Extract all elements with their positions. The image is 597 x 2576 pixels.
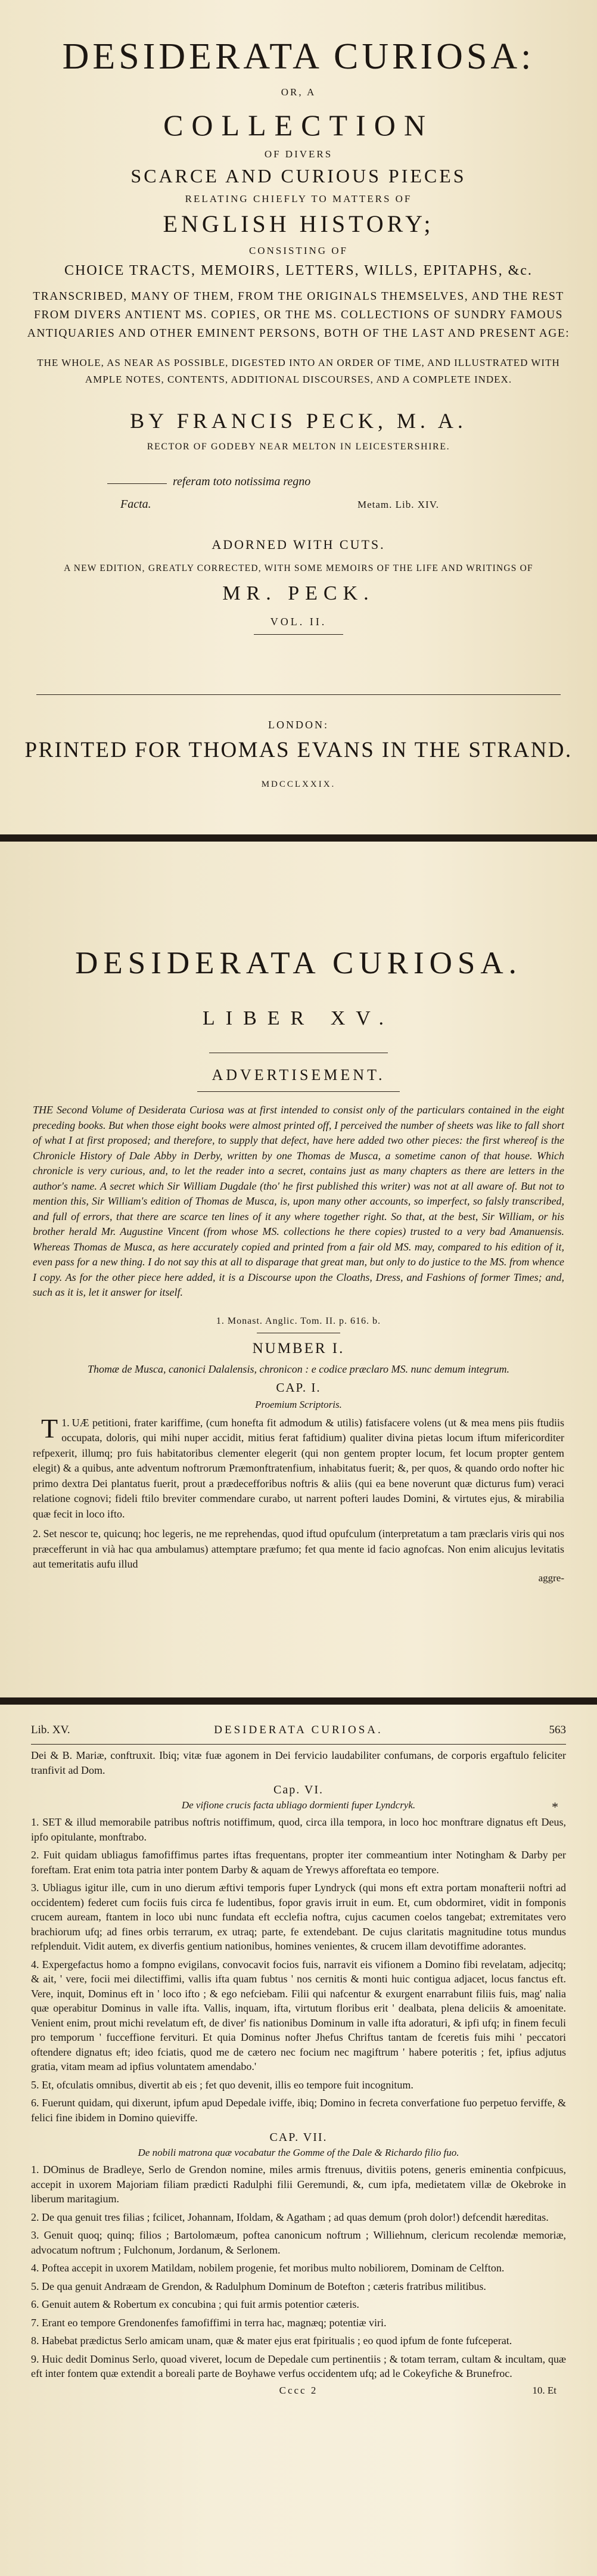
paragraph: 2. De qua genuit tres filias ; fcilicet, Johannam, Ifoldam, & Agatham ; ad quas demum (proh dolor!) defcendit hæreditas. xyxy=(31,2211,549,2223)
intro-paragraph: Dei & B. Mariæ, conftruxit. Ibiq; vitæ fuæ agonem in Dei fervicio laudabiliter confumans, de corporis ergaftulo feliciter tranfivit ad Dom. xyxy=(31,1749,566,1776)
running-head-title: DESIDERATA CURIOSA. xyxy=(214,1724,383,1736)
imprint-date: MDCCLXXIX. xyxy=(261,780,336,789)
chapter-vi-body xyxy=(31,1815,566,2125)
book-title: DESIDERATA CURIOSA: xyxy=(62,36,535,77)
page-gap xyxy=(0,1697,597,1705)
paragraph-1 xyxy=(33,1413,564,1522)
advertisement-heading: ADVERTISEMENT. xyxy=(212,1066,385,1084)
drop-cap: T xyxy=(41,1413,58,1444)
running-head-rule xyxy=(31,1744,566,1745)
paragraph: 6. Genuit autem & Robertum ex concubina ; qui fuit armis potentior cæteris. xyxy=(31,2298,359,2310)
paragraph: 1. SET & illud memorabile patribus noftris notiffimum, quod, circa illa tempora, in loco hoc monftrare dignatus eft Deus, ipfo opitulante, monftrabo. xyxy=(31,1816,566,1843)
chapter-vii-body xyxy=(31,2162,566,2381)
or-a-text: OR, A xyxy=(281,86,316,98)
scarce-heading: SCARCE AND CURIOUS PIECES xyxy=(130,165,467,187)
paragraph: 4. Expergefactus homo a fompno evigilans, convocavit focios fuis, narravit eis vifionem a Domino fibi revelatam, adjecitq; & ait, ' vere, focii mei dilectiffimi, vallis ifta quam fubtus ' nos cernitis & monti huic contigua adjacet, locus fanctus eft. Vere, inquit, Dominus eft in ' loco ifto ; & ego nefciebam. Filii qui nafcentur & exurgent enarrabunt filiis fuis, mag' nalia quæ operabitur Dominus in valle ifta. Vallis, inquam, ifta, virtutum floribus erit ' dealbata, plena deliciis & amoenitate. Venient enim, prout michi revelatum eft, de diver' fis nationibus Dominum in valle ifta adoraturi, & ipfi ufq; in finem feculi pro temporum ' fucceffione fervituri. Et quia Dominus nofter Jhefus Chriftus tantam de fceretis fuis mihi ' peccatori oftendere dignatus eft; ideo fciatis, quod me de cætero nec focium nec magiftrum ' habere poteritis ; fet, ipfius adjutus gratia, vitam meam ad ipfius voluntatem amendabo.' xyxy=(31,1958,566,2072)
title-page xyxy=(0,0,597,834)
paragraph: 1. DOminus de Bradleye, Serlo de Grendon nomine, miles armis ftrenuus, divitiis potens, generis eminentia confpicuus, accepit in uxorem Majoriam filiam prædicti Radulphi filii Geremundi, &, cum ipfa, medietatem villæ de Okebroke in liberum maritagium. xyxy=(31,2164,566,2205)
paragraph: 9. Huic dedit Dominus Serlo, quoad viveret, locum de Depedale cum pertinentiis ; & totam terram, cultam & incultam, quæ eft inter fontem quæ extendit a boreali parte de Boyhawe verfus occidentem ufq; ad le Cokeyfiche & Brunefroc. xyxy=(31,2352,566,2379)
proem-heading: Proemium Scriptoris. xyxy=(255,1398,342,1410)
paragraph: 5. De qua genuit Andræam de Grendon, & Radulphum Dominum de Botefton ; cæteris fratribus militibus. xyxy=(31,2280,486,2292)
volume-number: VOL. II. xyxy=(270,616,327,628)
page-number: 563 xyxy=(549,1724,566,1736)
signature-mark: Cccc 2 xyxy=(279,2384,318,2396)
mr-peck-text: MR. PECK. xyxy=(222,582,375,604)
advertisement-rule xyxy=(197,1091,400,1092)
chapter-vi-subtitle-text: De vifione crucis facta ubliago dormienti fuper Lyndcryk. xyxy=(181,1799,416,1811)
paragraph: 2. Fuit quidam ubliagus famofiffimus partes iftas frequentans, propter iter commeantium inter Notingham & Darby per foreftam. Erat enim tota patria inter pontem Darby & aquam de Yrewys afforeftata eo tempore. xyxy=(31,1849,566,1876)
chapter-vi-heading: Cap. VI. xyxy=(273,1783,324,1796)
chapter-vi-subtitle xyxy=(31,1799,566,1814)
page-title: DESIDERATA CURIOSA. xyxy=(75,946,522,980)
consisting-text: CONSISTING OF xyxy=(248,245,349,256)
liber-heading: LIBER XV. xyxy=(203,1007,394,1029)
relating-text: RELATING CHIEFLY TO MATTERS OF xyxy=(185,193,412,204)
paragraph: 3. Genuit quoq; quinq; filios ; Bartolomæum, poftea canonicum noftrum ; Williehnum, clericum recolendæ memoriæ, advocatum noftrum ; Fulchonum, Jordanum, & Serlonem. xyxy=(31,2229,566,2256)
paragraph-2 xyxy=(33,1526,564,1572)
choice-tracts-text: CHOICE TRACTS, MEMOIRS, LETTERS, WILLS, EPITAPHS, &c. xyxy=(64,263,533,278)
edition-text: A NEW EDITION, GREATLY CORRECTED, WITH SOME MEMOIRS OF THE LIFE AND WRITINGS OF xyxy=(64,563,533,573)
whole-text: THE WHOLE, AS NEAR AS POSSIBLE, DIGESTED INTO AN ORDER OF TIME, AND ILLUSTRATED WITH AMPLE NOTES, CONTENTS, ADDITIONAL DISCOURSES, AND A COMPLETE INDEX. xyxy=(37,357,560,385)
adorned-text: ADORNED WITH CUTS. xyxy=(212,537,385,552)
paragraph: 4. Poftea accepit in uxorem Matildam, nobilem progenie, fet moribus multo nobiliorem, Dominam de Celfton. xyxy=(31,2262,505,2274)
page-footer xyxy=(31,2385,566,2403)
paragraph-text: Set nescor te, quicunq; hoc legeris, ne me reprehendas, quod iftud opufculum (interpretatum a tam præclaris viris qui nos præcefferunt in vià hac qua ambulamus) attemptare præfumo; fet qua mente id facio agnofcas. Non enim alicujus levitatis aut temeritatis aufu illud xyxy=(33,1528,564,1570)
author-line: BY FRANCIS PECK, M. A. xyxy=(130,409,467,433)
motto-reference: Metam. Lib. XIV. xyxy=(357,499,440,510)
of-divers-text: OF DIVERS xyxy=(264,148,333,160)
imprint-printer: PRINTED FOR THOMAS EVANS IN THE STRAND. xyxy=(24,738,573,762)
asterisk-mark: * xyxy=(551,1799,558,1814)
advertisement-body: THE Second Volume of Desiderata Curiosa was at first intended to consist only of the particulars contained in the eight preceding books. But when those eight books were almost printed off, I perceived the number of sheets was like to fall short of what I at first proposed; and therefore, to supply that defect, have here added two other pieces: the first whereof is the Chronicle History of Dale Abby in Derby, written by one Thomas de Musca, a sometime canon of that house. Which chronicle is very curious, and, to let the reader into a secret, contains just as many chapters as there are letters in the author's name. A secret which Sir William Dugdale (tho' he first published this writer) was not at all aware of. But not to mention this, Sir William's edition of Thomas de Musca, is, upon many other accounts, so imperfect, so falsly transcribed, and full of errors, that there are scarce ten lines of it any where together right. So that, at the best, Sir William, or his brother herald Mr. Augustine Vincent (from whose MS. collections he there copies) trusted to a very bad Amanuensis. Whereas Thomas de Musca, as here accurately copied and printed from a fair old MS. may, compared to his edition of it, even pass for a new thing. I do not say this at all to disparage that great man, but only to do justice to the MS. from whence I copy. As for the other piece here added, it is a Discourse upon the Cloaths, Dress, and Fashions of former Times; and, such as it is, let it answer for itself. xyxy=(33,1104,564,1298)
chapter-vii-subtitle: De nobili matrona quæ vocabatur the Gomme of the Dale & Richardo filio fuo. xyxy=(138,2147,459,2158)
english-history-heading: ENGLISH HISTORY; xyxy=(163,210,434,237)
paragraph-number: 1. xyxy=(61,1416,70,1429)
motto-epigraph xyxy=(24,473,573,519)
liber-xv-page xyxy=(0,842,597,1697)
paragraph: 3. Ubliagus igitur ille, cum in uno dierum æftivi temporis fuper Lyndryck (qui mons eft extra portam monafterii noftri ad occidentem) federet cum fociis fuis circa fe ludentibus, fopor gravis irruit in eum. Et, cum obdormiret, vidit in fomponis crucem auream, ftantem in loco ubi nunc fundata eft ecclefia noftra, cujus cacumen coelos tangebat; extremitates vero brachiorum ufq; ad fines orbis terrarum, ex utraq; parte, fe extendebant. De cujus claritatis magnitudine totus mundus refplenduit. Vidit autem, ex diverfis gentium nationibus, homines venientes, & crucem illam devotiffime adorantes. xyxy=(31,1882,566,1952)
collection-heading: COLLECTION xyxy=(163,108,434,142)
paragraph-number: 2. xyxy=(33,1528,41,1540)
paragraph: 5. Et, ofculatis omnibus, divertit ab eis ; fet quo devenit, illis eo tempore fuit incognitum. xyxy=(31,2078,413,2091)
imprint-rule xyxy=(36,694,561,695)
chapter-heading: CAP. I. xyxy=(276,1380,321,1395)
paragraph: 6. Fuerunt quidam, qui dixerunt, ipfum apud Depedale iviffe, ibiq; Domino in fecreta converfatione fuo perpetuo ferviffe, & felici fine ibidem in Domino quieviffe. xyxy=(31,2097,566,2124)
chapter-vii-heading: CAP. VII. xyxy=(269,2131,328,2144)
catchword: aggre- xyxy=(538,1572,564,1584)
page-gap xyxy=(0,834,597,842)
rector-line: RECTOR OF GODEBY NEAR MELTON IN LEICESTERSHIRE. xyxy=(147,442,450,452)
chronicle-heading: Thomæ de Musca, canonici Dalalensis, chronicon : e codice præclaro MS. nunc demum integrum. xyxy=(87,1363,510,1375)
transcribed-text: TRANSCRIBED, MANY OF THEM, FROM THE ORIGINALS THEMSELVES, AND THE REST FROM DIVERS ANTIENT MS. COPIES, OR THE MS. COLLECTIONS OF SUNDRY FAMOUS ANTIQUARIES AND OTHER EMINENT PERSONS, BOTH OF THE LAST AND PRESENT AGE: xyxy=(27,290,570,340)
motto-rule xyxy=(107,483,167,484)
paragraph: 7. Erant eo tempore Grendonenfes famofiffimi in terra hac, magnæq; potentiæ viri. xyxy=(31,2316,387,2329)
motto-line-1: referam toto notissima regno xyxy=(173,475,311,488)
imprint-london: LONDON: xyxy=(268,719,329,731)
number-heading: NUMBER I. xyxy=(252,1340,345,1357)
running-head xyxy=(31,1724,566,1743)
paragraph: 8. Habebat prædictus Serlo amicam unam, quæ & mater ejus erat fpiritualis ; eo quod ipfum de fonte fufceperat. xyxy=(31,2335,512,2347)
catchword: 10. Et xyxy=(532,2384,556,2396)
motto-line-2: Facta. xyxy=(120,498,151,511)
page-563 xyxy=(0,1705,597,2576)
footnote-citation: 1. Monast. Anglic. Tom. II. p. 616. b. xyxy=(216,1315,381,1326)
running-head-book: Lib. XV. xyxy=(31,1724,70,1736)
paragraph-text: UÆ petitioni, frater kariffime, (cum honefta fit admodum & utilis) fatisfacere volens (ut & mea mens piis ftudiis occupata, doloris, qui mihi nuper accidit, mitius ferat faftidium) qualiter divina pietas locum iftum mifericorditer refpexerit, illumq; pro fuis habitatoribus clementer elegerit (qui non gentem propter locum, fet locum propter gentem elegit) & a quibus, ante adventum noftrorum Præmonftratenfium, inhabitatus fuerit; &, per quos, & quando ordo nofter hic primo dextra Dei plantatus fuerit, prout a prædecefforibus noftris & aliis (qui ea bene noverunt quæ dicturus fum) veraci relatione cognovi; fideli ftilo breviter commendare curabo, ut narrent pofteri laudes Domini, & virtutes ejus, & mirabilia quæ fecit in loco ifto. xyxy=(33,1416,564,1520)
volume-rule xyxy=(254,634,343,635)
